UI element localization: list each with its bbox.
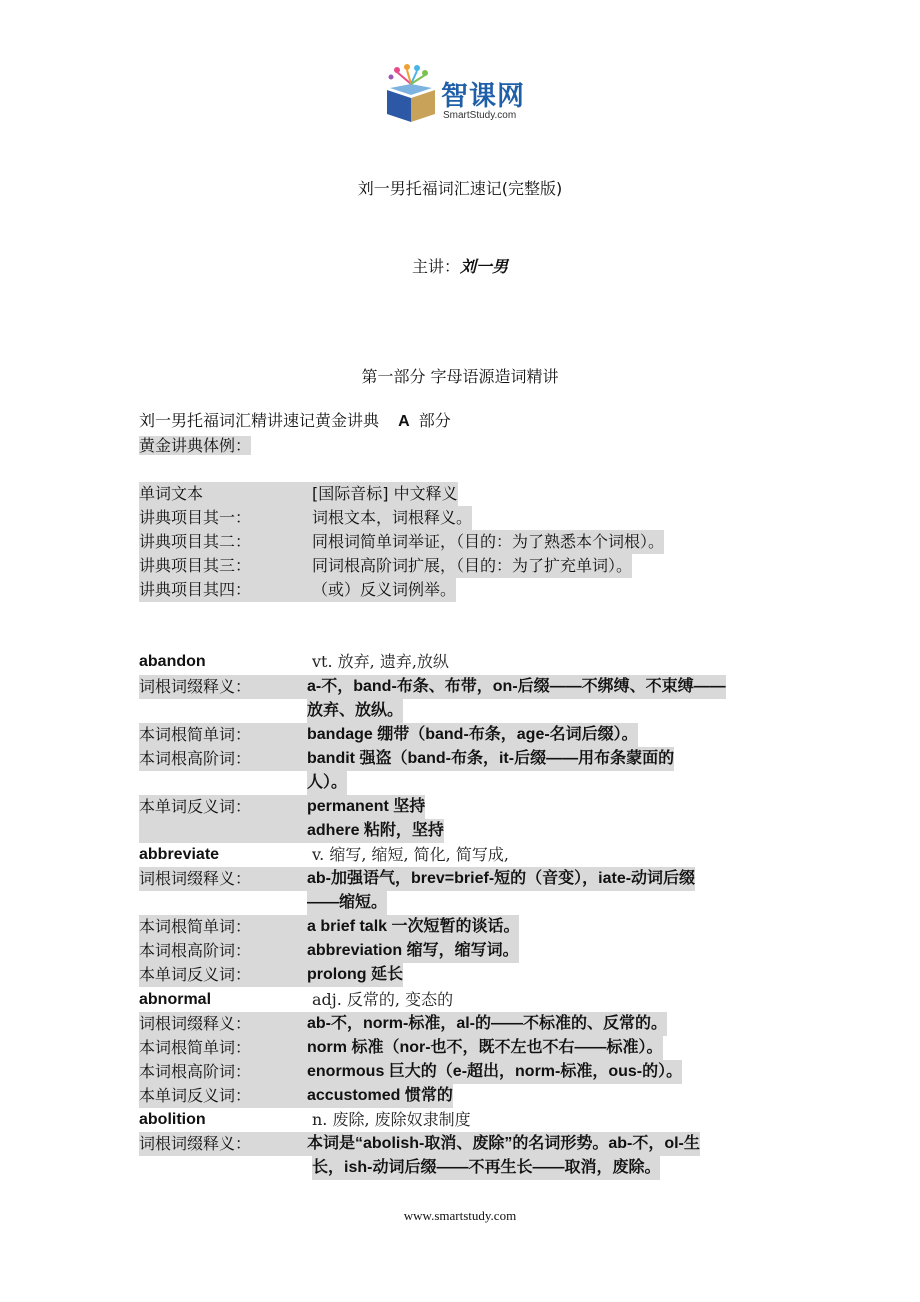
- ant-text: accustomed 惯常的: [307, 1084, 453, 1108]
- entry-def-abolition: n. 废除, 废除奴隶制度: [312, 1110, 471, 1129]
- logo-cn-text: 智课网: [441, 81, 525, 112]
- format-label-2: 讲典项目其一：: [139, 506, 317, 530]
- example-label: 黄金讲典体例：: [139, 436, 252, 455]
- lecturer-label: 主讲：: [411, 257, 460, 276]
- ant-label: 本单词反义词：: [139, 795, 307, 819]
- format-value-1: [国际音标] 中文释义: [312, 482, 458, 506]
- simple-label: 本词根简单词：: [139, 1036, 307, 1060]
- lecturer-signature: 刘一男: [460, 257, 509, 276]
- root-text-cont: 放弃、放纵。: [307, 699, 403, 723]
- subtitle: [139, 409, 451, 433]
- ant-text-2: adhere 粘附，坚持: [307, 819, 444, 843]
- root-label: 词根词缀释义：: [139, 1012, 307, 1036]
- example-label-row: [139, 434, 251, 458]
- simple-label: 本词根简单词：: [139, 915, 307, 939]
- format-label-5: 讲典项目其四：: [139, 578, 317, 602]
- ant-text: prolong 延长: [307, 963, 403, 987]
- ant-label: 本单词反义词：: [139, 963, 307, 987]
- root-text-cont: ——缩短。: [307, 891, 387, 915]
- adv-text: enormous 巨大的（e-超出，norm-标准，ous-的）。: [307, 1060, 682, 1084]
- ant-text: permanent 坚持: [307, 795, 425, 819]
- entry-word-abolition: abolition: [139, 1111, 206, 1128]
- entry-word-abandon: abandon: [139, 653, 206, 670]
- adv-text: bandit 强盗（band-布条，it-后缀——用布条蒙面的: [307, 747, 674, 771]
- root-label: 词根词缀释义：: [139, 867, 307, 891]
- root-label: 词根词缀释义：: [139, 675, 307, 699]
- format-value-5: （或）反义词例举。: [312, 578, 456, 602]
- entry-word-abnormal: abnormal: [139, 991, 212, 1008]
- subtitle-letter: A: [398, 413, 410, 430]
- root-text-cont: 长，ish-动词后缀——不再生长——取消，废除。: [312, 1156, 660, 1180]
- format-value-2: 词根文本，词根释义。: [312, 506, 472, 530]
- format-label-3: 讲典项目其二：: [139, 530, 317, 554]
- subtitle-suffix: 部分: [418, 411, 451, 430]
- logo-en-text: SmartStudy.com: [443, 110, 517, 121]
- logo: [383, 64, 553, 128]
- simple-text: norm 标准（nor-也不，既不左也不右——标准）。: [307, 1036, 663, 1060]
- part-heading: 第一部分 字母语源造词精讲: [361, 367, 559, 386]
- format-value-4: 同词根高阶词扩展，（目的：为了扩充单词）。: [312, 554, 632, 578]
- lecturer-line: [0, 254, 920, 277]
- footer-url[interactable]: www.smartstudy.com: [403, 1208, 517, 1223]
- format-value-3: 同根词简单词举证，（目的：为了熟悉本个词根）。: [312, 530, 664, 554]
- format-label-1: 单词文本: [139, 482, 317, 506]
- entry-word-abbreviate: abbreviate: [139, 846, 220, 863]
- simple-label: 本词根简单词：: [139, 723, 307, 747]
- entry-def-abbreviate: v. 缩写, 缩短, 简化, 简写成,: [312, 845, 509, 864]
- root-text: ab-不，norm-标准，al-的——不标准的、反常的。: [307, 1012, 667, 1036]
- entry-def-abandon: vt. 放弃, 遗弃,放纵: [312, 652, 449, 671]
- root-text: a-不，band-布条、布带，on-后缀——不绑缚、不束缚——: [307, 675, 726, 699]
- format-label-4: 讲典项目其三：: [139, 554, 317, 578]
- root-text: ab-加强语气，brev=brief-短的（音变），iate-动词后缀: [307, 867, 695, 891]
- subtitle-prefix: 刘一男托福词汇精讲速记黄金讲典: [139, 411, 380, 430]
- adv-text-cont: 人）。: [307, 771, 347, 795]
- ant-label: 本单词反义词：: [139, 1084, 307, 1108]
- doc-title: 刘一男托福词汇速记(完整版): [357, 179, 563, 198]
- root-label: 词根词缀释义：: [139, 1132, 307, 1156]
- ant-label-blank: [139, 819, 307, 843]
- adv-label: 本词根高阶词：: [139, 1060, 307, 1084]
- adv-label: 本词根高阶词：: [139, 939, 307, 963]
- simple-text: bandage 绷带（band-布条，age-名词后缀）。: [307, 723, 638, 747]
- entry-def-abnormal: adj. 反常的, 变态的: [312, 990, 454, 1009]
- simple-text: a brief talk 一次短暂的谈话。: [307, 915, 519, 939]
- root-text: 本词是“abolish-取消、废除”的名词形势。ab-不，ol-生: [307, 1132, 700, 1156]
- book-logo-icon: [383, 64, 439, 124]
- adv-text: abbreviation 缩写，缩写词。: [307, 939, 519, 963]
- adv-label: 本词根高阶词：: [139, 747, 307, 771]
